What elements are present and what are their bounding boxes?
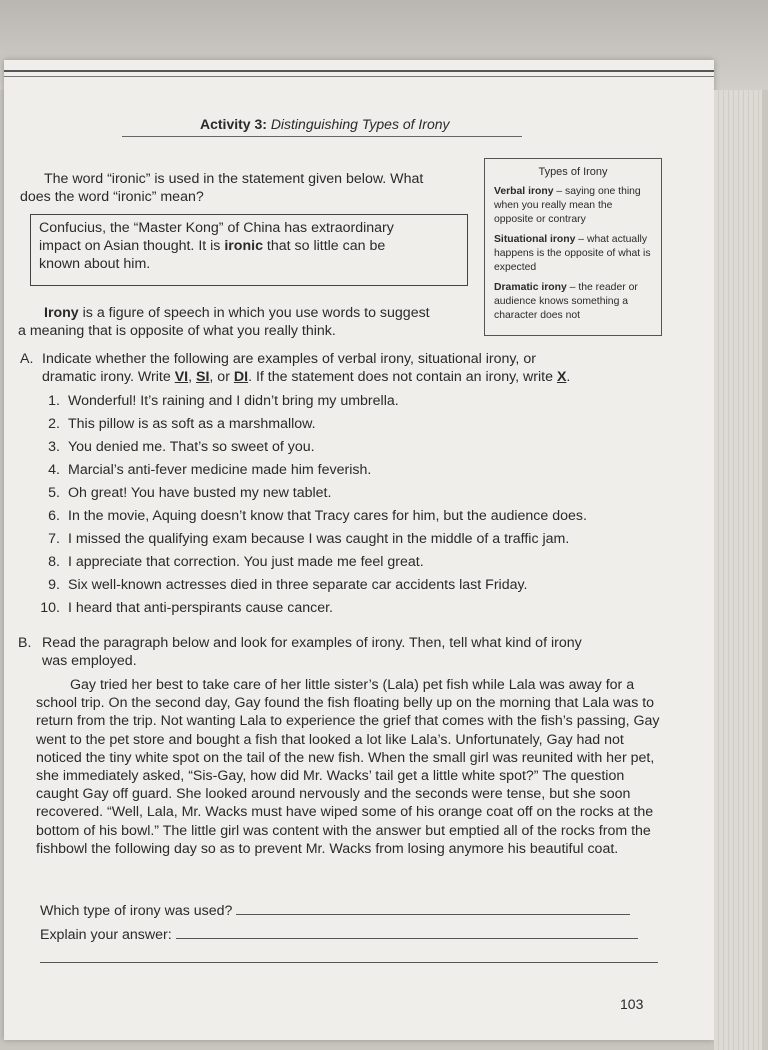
sidebox-dramatic bbox=[494, 281, 652, 323]
item-number: 2. bbox=[48, 416, 60, 432]
list-item bbox=[32, 597, 587, 620]
item-number: 6. bbox=[48, 508, 60, 524]
question-irony-type bbox=[40, 902, 630, 920]
item-number: 3. bbox=[48, 439, 60, 455]
item-number: 8. bbox=[48, 554, 60, 570]
activity-title bbox=[200, 116, 450, 132]
part-a-items bbox=[32, 390, 587, 620]
intro-line-2: does the word “ironic” mean? bbox=[20, 189, 204, 205]
question-1-text: Which type of irony was used? bbox=[40, 903, 233, 919]
item-text: I missed the qualifying exam because I was caught in the middle of a traffic jam. bbox=[68, 531, 570, 547]
header-rule-thin bbox=[4, 76, 714, 77]
page-stack-edge bbox=[714, 90, 762, 1050]
part-a-text: . If the statement does not contain an irony, write bbox=[248, 369, 557, 385]
answer-line-3[interactable] bbox=[40, 962, 658, 963]
item-text: I heard that anti-perspirants cause cancer. bbox=[68, 600, 333, 616]
quote-box bbox=[30, 214, 468, 286]
intro-line-1: The word “ironic” is used in the statement given below. What bbox=[44, 171, 424, 187]
sidebox-desc: – saying one thing when you really mean the opposite or contrary bbox=[494, 186, 641, 225]
workbook-page bbox=[4, 60, 714, 1040]
item-text: In the movie, Aquing doesn’t know that Tracy cares for him, but the audience does. bbox=[68, 508, 587, 524]
code-vi: VI bbox=[174, 369, 189, 385]
list-item bbox=[32, 436, 587, 459]
part-a-text: . bbox=[566, 369, 571, 385]
code-x: X bbox=[556, 369, 567, 385]
part-a-text: dramatic irony. Write bbox=[42, 369, 175, 385]
item-number: 9. bbox=[48, 577, 60, 593]
question-explain bbox=[40, 926, 638, 944]
activity-number: Activity 3: bbox=[200, 116, 267, 132]
part-a-line-2 bbox=[20, 368, 570, 386]
item-text: Six well-known actresses died in three separate car accidents last Friday. bbox=[68, 577, 528, 593]
item-number: 4. bbox=[48, 462, 60, 478]
part-a-text: , or bbox=[209, 369, 234, 385]
item-number: 5. bbox=[48, 485, 60, 501]
sidebox-term: Situational irony bbox=[494, 234, 576, 245]
list-item bbox=[32, 459, 587, 482]
quote-keyword: ironic bbox=[224, 238, 263, 254]
definition-line-2: a meaning that is opposite of what you really think. bbox=[18, 323, 336, 339]
types-of-irony-box bbox=[484, 158, 662, 336]
item-text: Marcial’s anti-fever medicine made him feverish. bbox=[68, 462, 372, 478]
item-number: 7. bbox=[48, 531, 60, 547]
part-b-instruction bbox=[18, 634, 582, 670]
answer-line-2[interactable] bbox=[176, 938, 638, 939]
part-a-text: , bbox=[188, 369, 197, 385]
sidebox-term: Verbal irony bbox=[494, 186, 554, 197]
list-item bbox=[32, 413, 587, 436]
part-b-letter: B. bbox=[18, 635, 32, 651]
header-rule bbox=[4, 70, 714, 72]
page-number: 103 bbox=[620, 996, 644, 1012]
part-b-line-1: Read the paragraph below and look for examples of irony. Then, tell what kind of irony bbox=[42, 635, 582, 651]
quote-text: that so little can be bbox=[262, 238, 386, 254]
item-number: 1. bbox=[48, 393, 60, 409]
quote-line-3: known about him. bbox=[39, 256, 151, 272]
item-text: I appreciate that correction. You just made me feel great. bbox=[68, 554, 424, 570]
quote-line-2 bbox=[39, 237, 459, 255]
item-text: This pillow is as soft as a marshmallow. bbox=[68, 416, 316, 432]
item-number: 10. bbox=[40, 600, 60, 616]
part-a-letter: A. bbox=[20, 351, 34, 367]
item-text: You denied me. That’s so sweet of you. bbox=[68, 439, 315, 455]
title-underline bbox=[122, 136, 522, 137]
part-a-instruction bbox=[20, 350, 570, 386]
part-b-line-2: was employed. bbox=[42, 653, 137, 669]
sidebox-verbal bbox=[494, 185, 652, 227]
definition-term: Irony bbox=[44, 305, 79, 321]
quote-text: impact on Asian thought. It is bbox=[39, 238, 225, 254]
story-paragraph: Gay tried her best to take care of her little sister’s (Lala) pet fish while Lala was away for a school trip. On the second day, Gay found the fish floating belly up on the morning that Lala was to return from the trip. Not wanting Lala to experience the grief that comes with the fish’s passing, Gay went to the pet store and bought a fish that looked a lot like Lala’s. Unfortunately, Gay had not noticed the tiny white spot on the tail of the new fish. When the small girl was reunited with her pet, she immediately asked, “Sis-Gay, how did Mr. Wacks’ tail get a little white spot?” The question caught Gay off guard. She looked around nervously and the seconds were tense, but she soon recovered. “Well, Lala, Mr. Wacks must have wiped some of his orange coat off on the rocks at the bottom of his bowl.” The little girl was content with the answer but emptied all of the rocks from the fishbowl the following day so as to prevent Mr. Wacks from losing anymore his beautiful coat. bbox=[36, 677, 660, 857]
sidebox-title: Types of Irony bbox=[538, 166, 608, 178]
activity-name: Distinguishing Types of Irony bbox=[270, 116, 450, 132]
sidebox-situational bbox=[494, 233, 652, 275]
code-di: DI bbox=[233, 369, 249, 385]
item-text: Wonderful! It’s raining and I didn’t bring my umbrella. bbox=[68, 393, 399, 409]
part-a-line-1: Indicate whether the following are examples of verbal irony, situational irony, or bbox=[42, 351, 536, 367]
sidebox-term: Dramatic irony bbox=[494, 282, 567, 293]
answer-line-1[interactable] bbox=[236, 914, 630, 915]
question-2-text: Explain your answer: bbox=[40, 927, 172, 943]
list-item bbox=[32, 574, 587, 597]
list-item bbox=[32, 390, 587, 413]
list-item bbox=[32, 528, 587, 551]
quote-line-1: Confucius, the “Master Kong” of China has extraordinary bbox=[39, 220, 394, 236]
list-item bbox=[32, 482, 587, 505]
code-si: SI bbox=[196, 369, 210, 385]
item-text: Oh great! You have busted my new tablet. bbox=[68, 485, 332, 501]
definition-line-1 bbox=[44, 304, 430, 322]
list-item bbox=[32, 505, 587, 528]
definition-text: is a figure of speech in which you use words to suggest bbox=[78, 305, 430, 321]
sidebox-desc: – what actually happens is the opposite of what is expected bbox=[494, 234, 651, 273]
sidebox-desc: – the reader or audience knows something a character does not bbox=[494, 282, 638, 321]
list-item bbox=[32, 551, 587, 574]
